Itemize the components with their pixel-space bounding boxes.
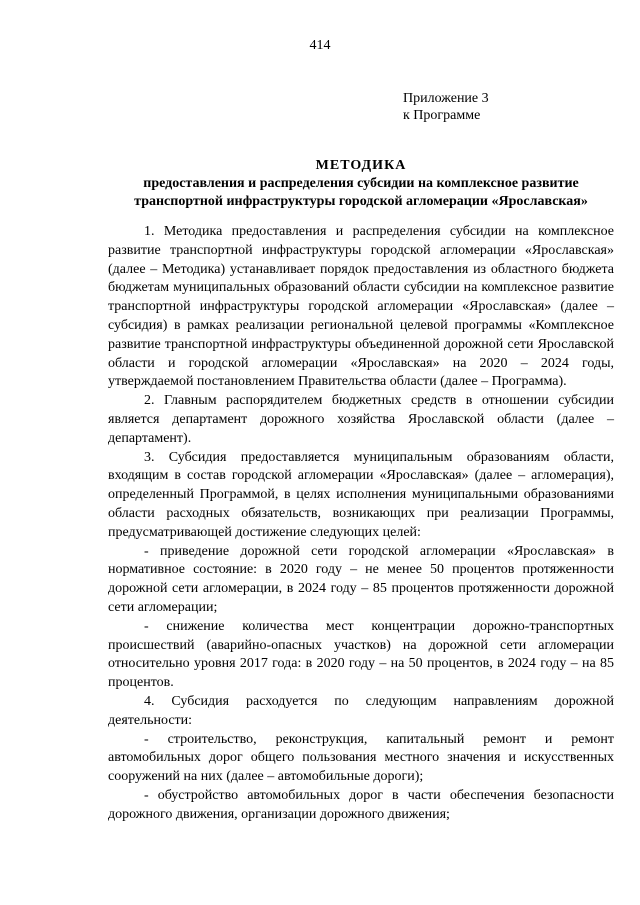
- paragraph-4: 4. Субсидия расходуется по следующим направлениям дорожной деятельности:: [108, 693, 614, 728]
- paragraph-4-item-2: - обустройство автомобильных дорог в части обеспечения безопасности дорожного движения, организации дорожного движения;: [108, 787, 614, 822]
- title-line-2: предоставления и распределения субсидии на комплексное развитие: [143, 176, 579, 191]
- paragraph-3-item-2: - снижение количества мест концентрации дорожно-транспортных происшествий (аварийно-опасных участков) на дорожной сети агломерации относительно уровня 2017 года: в 2020 году – на 50 процентов, в 2024 году – на 85 процентов.: [108, 618, 614, 691]
- paragraph-4-item-1: - строительство, реконструкция, капитальный ремонт и ремонт автомобильных дорог общего пользования местного значения и искусственных сооружений на них (далее – автомобильные дороги);: [108, 731, 614, 785]
- document-title: [108, 157, 614, 211]
- paragraph-3: 3. Субсидия предоставляется муниципальным образованиям области, входящим в состав городской агломерации «Ярославская» (далее – агломерация), определенный Программой, в целях исполнения муниципальными образованиями области расходных обязательств, возникающих при реализации Программы, предусматривающей достижение следующих целей:: [108, 449, 614, 540]
- appendix-line-1: Приложение 3: [403, 91, 489, 106]
- paragraph-2: 2. Главным распорядителем бюджетных средств в отношении субсидии является департамент дорожного хозяйства Ярославской области (далее – департамент).: [108, 393, 614, 446]
- paragraph-3-item-1: - приведение дорожной сети городской агломерации «Ярославская» в нормативное состояние: в 2020 году – не менее 50 процентов протяженности дорожной сети агломерации, в 2024 году – 85 процентов протяженности дорожной сети агломерации;: [108, 543, 614, 615]
- document-body: [108, 223, 614, 825]
- title-line-3: транспортной инфраструктуры городской агломерации «Ярославская»: [134, 194, 588, 209]
- title-main: МЕТОДИКА: [315, 158, 407, 173]
- appendix-note: [403, 90, 489, 124]
- page-number: 414: [309, 38, 331, 53]
- paragraph-1: 1. Методика предоставления и распределения субсидии на комплексное развитие транспортной инфраструктуры городской агломерации «Ярославская» (далее – Методика) устанавливает порядок предоставления из областного бюджета бюджетам муниципальных образований области субсидии на комплексное развитие транспортной инфраструктуры городской агломерации «Ярославская» (далее – субсидия) в рамках реализации региональной целевой программы «Комплексное развитие транспортной инфраструктуры объединенной дорожной сети Ярославской области и городской агломерации «Ярославская» на 2020 – 2024 годы, утверждаемой постановлением Правительства области (далее – Программа).: [108, 224, 614, 390]
- appendix-line-2: к Программе: [403, 108, 481, 123]
